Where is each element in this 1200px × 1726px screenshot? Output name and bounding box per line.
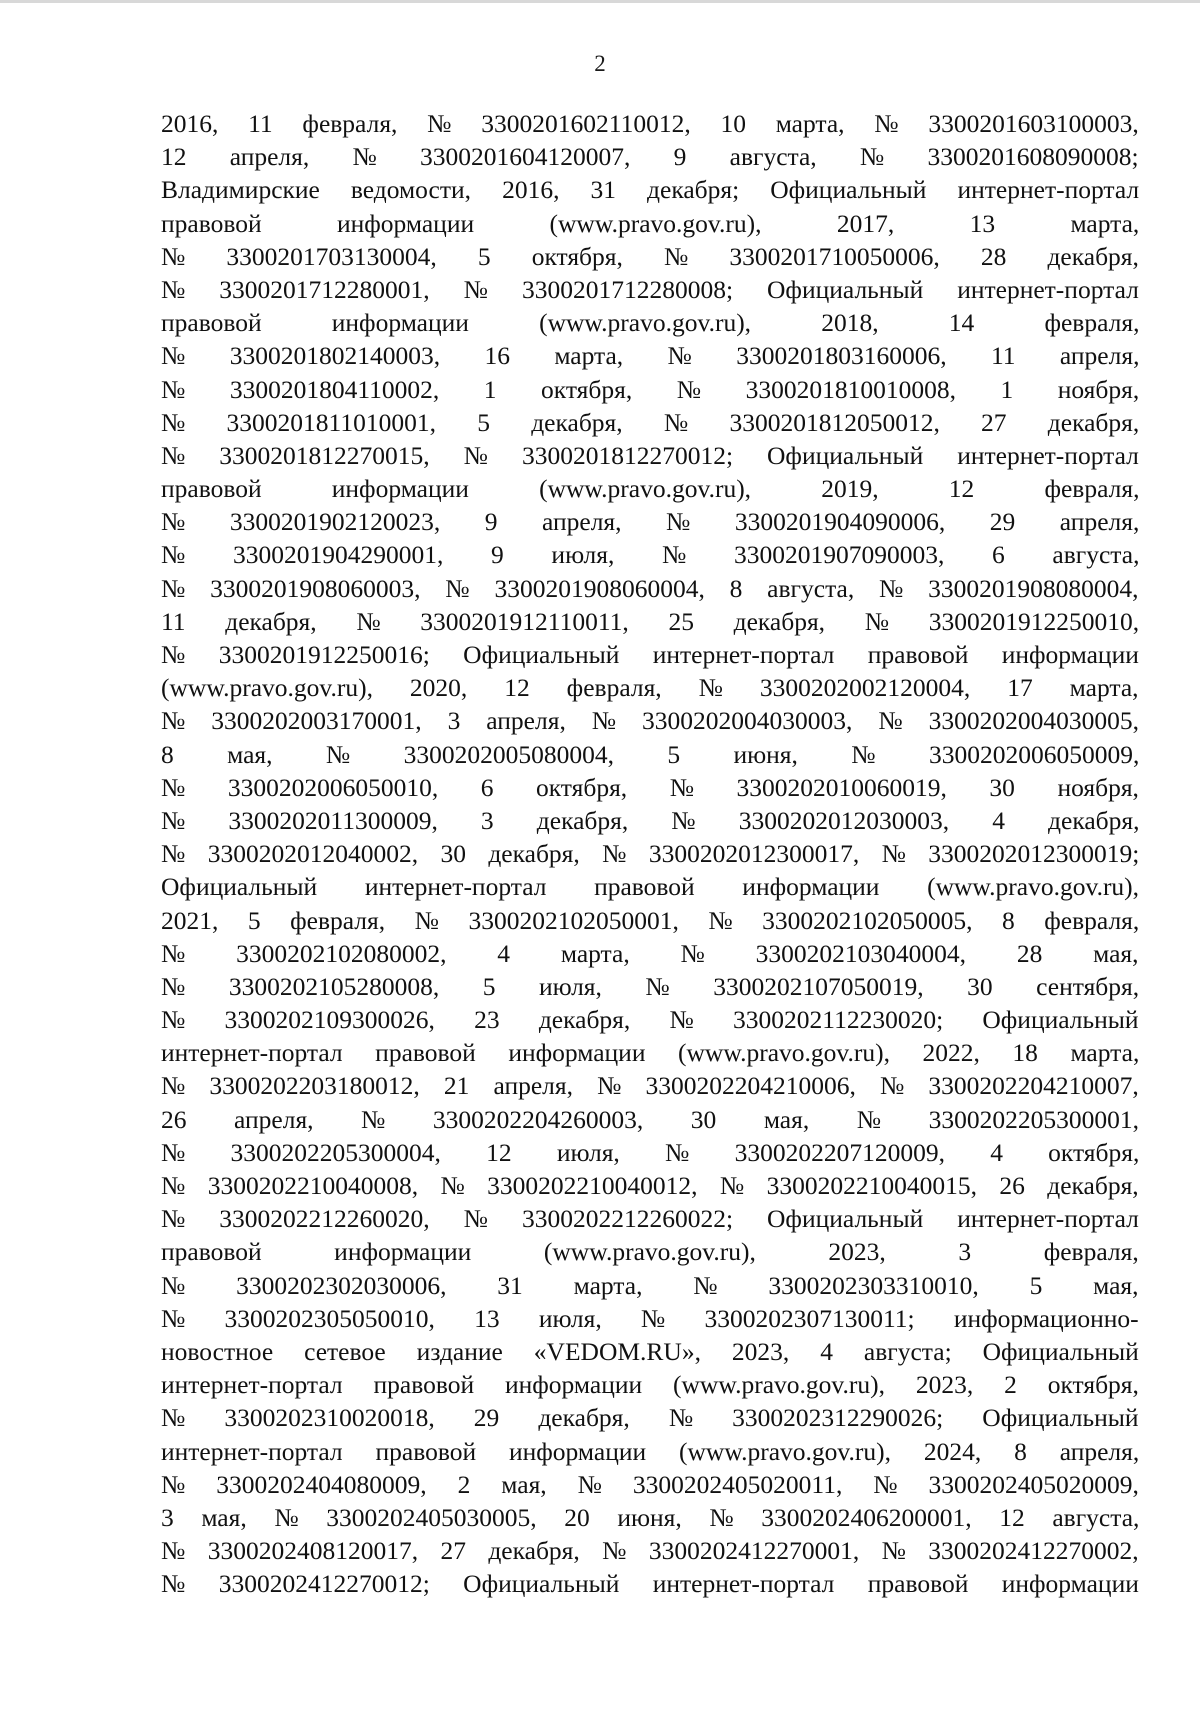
text-line: № 3300201802140003, 16 марта, № 3300201803160006, 11 апреля, bbox=[161, 341, 1140, 371]
text-line: № 3300201712280001, № 3300201712280008; Официальный интернет-портал bbox=[161, 274, 1139, 304]
text-line: (www.pravo.gov.ru), 2020, 12 февраля, № 3300202002120004, 17 марта, bbox=[161, 673, 1139, 703]
text-line: № 3300202408120017, 27 декабря, № 3300202412270001, № 3300202412270002, bbox=[161, 1536, 1139, 1566]
text-line: интернет-портал правовой информации (www.pravo.gov.ru), 2022, 18 марта, bbox=[161, 1038, 1140, 1068]
text-line: № 3300202203180012, 21 апреля, № 3300202204210006, № 3300202204210007, bbox=[161, 1071, 1139, 1101]
text-line: правовой информации (www.pravo.gov.ru), 2017, 13 марта, bbox=[161, 208, 1140, 238]
text-line: интернет-портал правовой информации (www.pravo.gov.ru), 2023, 2 октября, bbox=[161, 1370, 1139, 1400]
text-line: 8 мая, № 3300202005080004, 5 июня, № 3300202006050009, bbox=[161, 739, 1140, 769]
text-line: № 3300202310020018, 29 декабря, № 3300202312290026; Официальный bbox=[161, 1403, 1139, 1433]
text-line: № 3300202404080009, 2 мая, № 3300202405020011, № 3300202405020009, bbox=[161, 1469, 1139, 1499]
text-line: новостное сетевое издание «VEDOM.RU», 2023, 4 августа; Официальный bbox=[161, 1336, 1139, 1366]
text-line: № 3300202011300009, 3 декабря, № 3300202012030003, 4 декабря, bbox=[161, 805, 1140, 835]
top-scan-edge bbox=[0, 0, 1200, 3]
text-line: 12 апреля, № 3300201604120007, 9 августа, № 3300201608090008; bbox=[161, 142, 1139, 172]
text-line: 2016, 11 февраля, № 3300201602110012, 10 марта, № 3300201603100003, bbox=[161, 109, 1139, 138]
text-line: № 3300202006050010, 6 октября, № 3300202010060019, 30 ноября, bbox=[161, 772, 1139, 802]
text-line: правовой информации (www.pravo.gov.ru), 2019, 12 февраля, bbox=[161, 474, 1140, 504]
text-line: № 3300202105280008, 5 июля, № 3300202107050019, 30 сентября, bbox=[161, 971, 1140, 1001]
text-line: № 3300202302030006, 31 марта, № 3300202303310010, 5 мая, bbox=[161, 1270, 1139, 1300]
text-line: 2021, 5 февраля, № 3300202102050001, № 3300202102050005, 8 февраля, bbox=[161, 905, 1140, 935]
text-line: № 3300202212260020, № 3300202212260022; Официальный интернет-портал bbox=[161, 1204, 1139, 1234]
text-line: № 3300202102080002, 4 марта, № 3300202103040004, 28 мая, bbox=[161, 938, 1139, 968]
text-line: № 3300201811010001, 5 декабря, № 3300201812050012, 27 декабря, bbox=[161, 407, 1140, 437]
text-line: правовой информации (www.pravo.gov.ru), 2018, 14 февраля, bbox=[161, 308, 1140, 338]
text-line: № 3300201908060003, № 3300201908060004, 8 августа, № 3300201908080004, bbox=[161, 573, 1139, 603]
text-line: правовой информации (www.pravo.gov.ru), 2023, 3 февраля, bbox=[161, 1237, 1139, 1267]
text-line: № 3300202210040008, № 3300202210040012, № 3300202210040015, 26 декабря, bbox=[161, 1171, 1139, 1200]
text-line: Владимирские ведомости, 2016, 31 декабря; Официальный интернет-портал bbox=[161, 175, 1140, 205]
text-line: 3 мая, № 3300202405030005, 20 июня, № 3300202406200001, 12 августа, bbox=[161, 1502, 1140, 1532]
text-line: № 3300201804110002, 1 октября, № 3300201810010008, 1 ноября, bbox=[161, 374, 1140, 404]
text-line: № 3300201812270015, № 3300201812270012; Официальный интернет-портал bbox=[161, 440, 1139, 470]
text-line: № 3300202305050010, 13 июля, № 3300202307130011; информационно- bbox=[161, 1303, 1139, 1333]
text-line: 26 апреля, № 3300202204260003, 30 мая, № 3300202205300001, bbox=[161, 1104, 1139, 1134]
page-number: 2 bbox=[594, 51, 606, 76]
text-line: № 3300201902120023, 9 апреля, № 3300201904090006, 29 апреля, bbox=[161, 507, 1140, 537]
text-line: № 3300202109300026, 23 декабря, № 3300202112230020; Официальный bbox=[161, 1005, 1139, 1035]
text-line: Официальный интернет-портал правовой информации (www.pravo.gov.ru), bbox=[161, 872, 1140, 902]
text-line: № 3300201912250016; Официальный интернет-портал правовой информации bbox=[161, 640, 1139, 669]
body-text bbox=[161, 107, 1139, 1600]
text-line: № 3300202003170001, 3 апреля, № 3300202004030003, № 3300202004030005, bbox=[161, 706, 1140, 736]
text-line: 11 декабря, № 3300201912110011, 25 декабря, № 3300201912250010, bbox=[161, 606, 1140, 636]
text-line: № 3300202412270012; Официальный интернет-портал правовой информации bbox=[161, 1569, 1139, 1599]
text-line: интернет-портал правовой информации (www.pravo.gov.ru), 2024, 8 апреля, bbox=[161, 1436, 1140, 1466]
text-line: № 3300202012040002, 30 декабря, № 3300202012300017, № 3300202012300019; bbox=[161, 839, 1140, 869]
text-line: № 3300201703130004, 5 октября, № 3300201710050006, 28 декабря, bbox=[161, 241, 1139, 271]
text-line: № 3300202205300004, 12 июля, № 3300202207120009, 4 октября, bbox=[161, 1137, 1140, 1167]
text-line: № 3300201904290001, 9 июля, № 3300201907090003, 6 августа, bbox=[161, 540, 1140, 570]
